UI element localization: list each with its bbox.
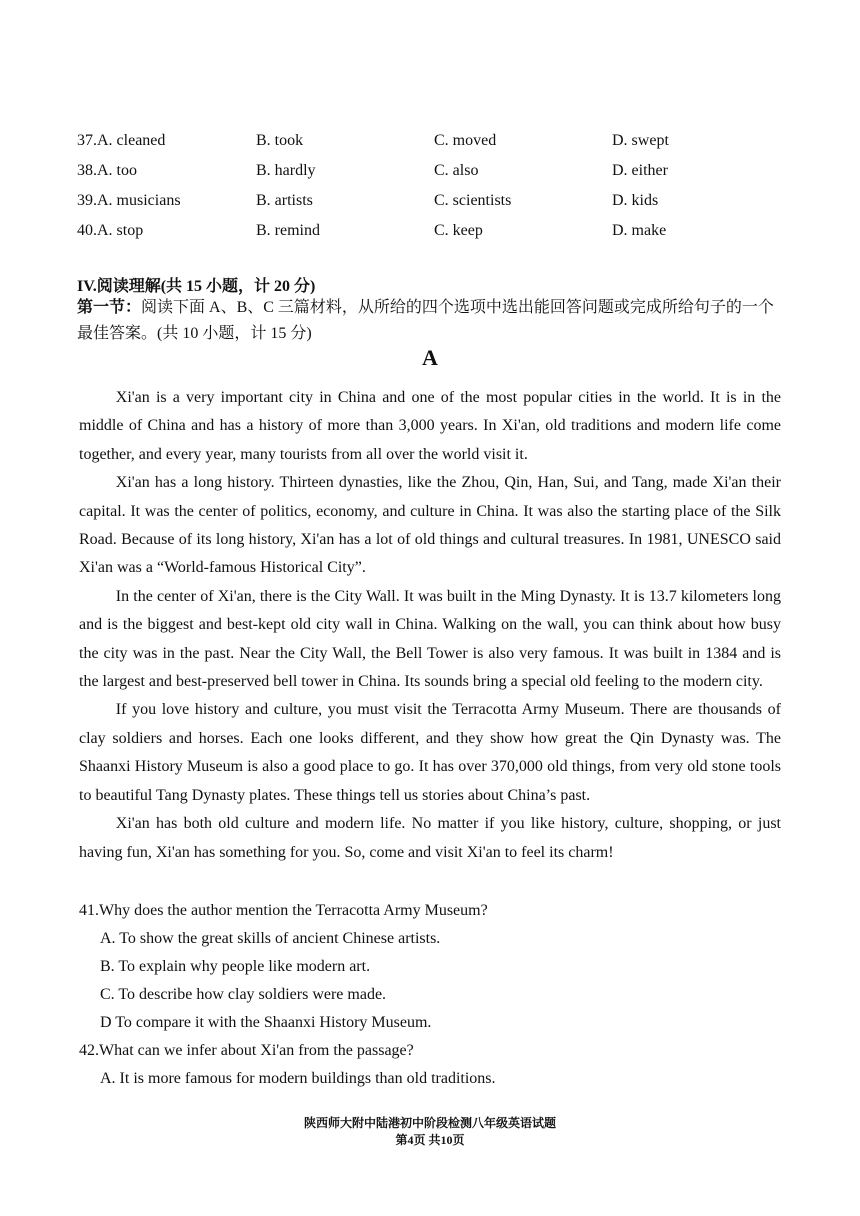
option-text: A. stop xyxy=(97,222,144,239)
option-text: A. musicians xyxy=(97,192,181,209)
reading-passage xyxy=(79,384,781,867)
question-list xyxy=(79,897,781,1093)
passage-paragraph: If you love history and culture, you must visit the Terracotta Army Museum. There are thousands of clay soldiers and horses. Each one looks different, and they show how great the Qin Dynasty was. The Shaanxi History Museum is also a good place to go. It has over 370,000 old things, from very old stone tools to beautiful Tang Dynasty plates. These things tell us stories about China’s past. xyxy=(79,701,781,804)
option-38-a xyxy=(77,162,137,180)
footer-page-number: 第4页 共10页 xyxy=(395,1133,465,1147)
question-number: 38. xyxy=(77,162,97,179)
answer-options-table xyxy=(77,132,777,252)
option-row-38 xyxy=(77,162,777,192)
option-text: A. too xyxy=(97,162,137,179)
passage-paragraph: Xi'an is a very important city in China and one of the most popular cities in the world. It is in the middle of China and has a history of more than 3,000 years. In Xi'an, old traditions and modern life come together, and every year, many tourists from all over the world visit it. xyxy=(79,389,781,463)
question-number: 39. xyxy=(77,192,97,209)
option-38-d: D. either xyxy=(612,162,668,179)
question-number: 37. xyxy=(77,132,97,149)
option-40-d: D. make xyxy=(612,222,667,239)
option-39-b: B. artists xyxy=(256,192,313,209)
footer-exam-title: 陕西师大附中陆港初中阶段检测八年级英语试题 xyxy=(303,1116,556,1130)
instruction-lead: 第一节： xyxy=(77,299,142,316)
option-37-a xyxy=(77,132,165,150)
passage-paragraph: In the center of Xi'an, there is the City Wall. It was built in the Ming Dynasty. It is 13.7 kilometers long and is the biggest and best-kept old city wall in China. Walking on the wall, you can think about how busy the city was in the past. Near the City Wall, the Bell Tower is also very famous. It was built in 1384 and is the largest and best-preserved bell tower in China. Its sounds bring a special old feeling to the modern city. xyxy=(79,587,781,691)
option-37-b: B. took xyxy=(256,132,304,149)
passage-paragraph: Xi'an has a long history. Thirteen dynasties, like the Zhou, Qin, Han, Sui, and Tang, made Xi'an their capital. It was the center of politics, economy, and culture in China. It was also the starting place of the Silk Road. Because of its long history, Xi'an has a lot of old things and cultural treasures. In 1981, UNESCO said Xi'an was a “World-famous Historical City”. xyxy=(79,474,781,577)
option-40-b: B. remind xyxy=(256,222,320,239)
option-38-c: C. also xyxy=(434,162,479,179)
option-row-39 xyxy=(77,192,777,222)
option-39-d: D. kids xyxy=(612,192,659,209)
question-41-choice-d: D To compare it with the Shaanxi History Museum. xyxy=(100,1014,432,1031)
instruction-body: 阅读下面 A、B、C 三篇材料，从所给的四个选项中选出能回答问题或完成所给句子的一个最佳答案。(共 10 小题，计 15 分) xyxy=(77,299,774,342)
question-42-choice-a: A. It is more famous for modern buildings than old traditions. xyxy=(100,1070,496,1087)
question-42-stem: 42.What can we infer about Xi'an from the passage? xyxy=(79,1042,414,1059)
option-row-37 xyxy=(77,132,777,162)
option-row-40 xyxy=(77,222,777,252)
option-40-c: C. keep xyxy=(434,222,483,239)
option-39-c: C. scientists xyxy=(434,192,512,209)
option-38-b: B. hardly xyxy=(256,162,316,179)
question-41-choice-b: B. To explain why people like modern art. xyxy=(100,958,371,975)
option-text: A. cleaned xyxy=(97,132,166,149)
option-37-d: D. swept xyxy=(612,132,669,149)
question-41-choice-a: A. To show the great skills of ancient Chinese artists. xyxy=(100,930,441,947)
section-instruction xyxy=(77,295,783,347)
question-41-stem: 41.Why does the author mention the Terracotta Army Museum? xyxy=(79,902,488,919)
passage-title: A xyxy=(422,345,438,370)
option-39-a xyxy=(77,192,181,210)
option-40-a xyxy=(77,222,143,240)
question-number: 40. xyxy=(77,222,97,239)
section-title: IV.阅读理解(共 15 小题，计 20 分) xyxy=(77,278,316,295)
option-37-c: C. moved xyxy=(434,132,497,149)
question-41-choice-c: C. To describe how clay soldiers were made. xyxy=(100,986,387,1003)
page-footer xyxy=(0,1115,860,1149)
passage-paragraph: Xi'an has both old culture and modern life. No matter if you like history, culture, shopping, or just having fun, Xi'an has something for you. So, come and visit Xi'an to feel its charm! xyxy=(79,815,781,861)
